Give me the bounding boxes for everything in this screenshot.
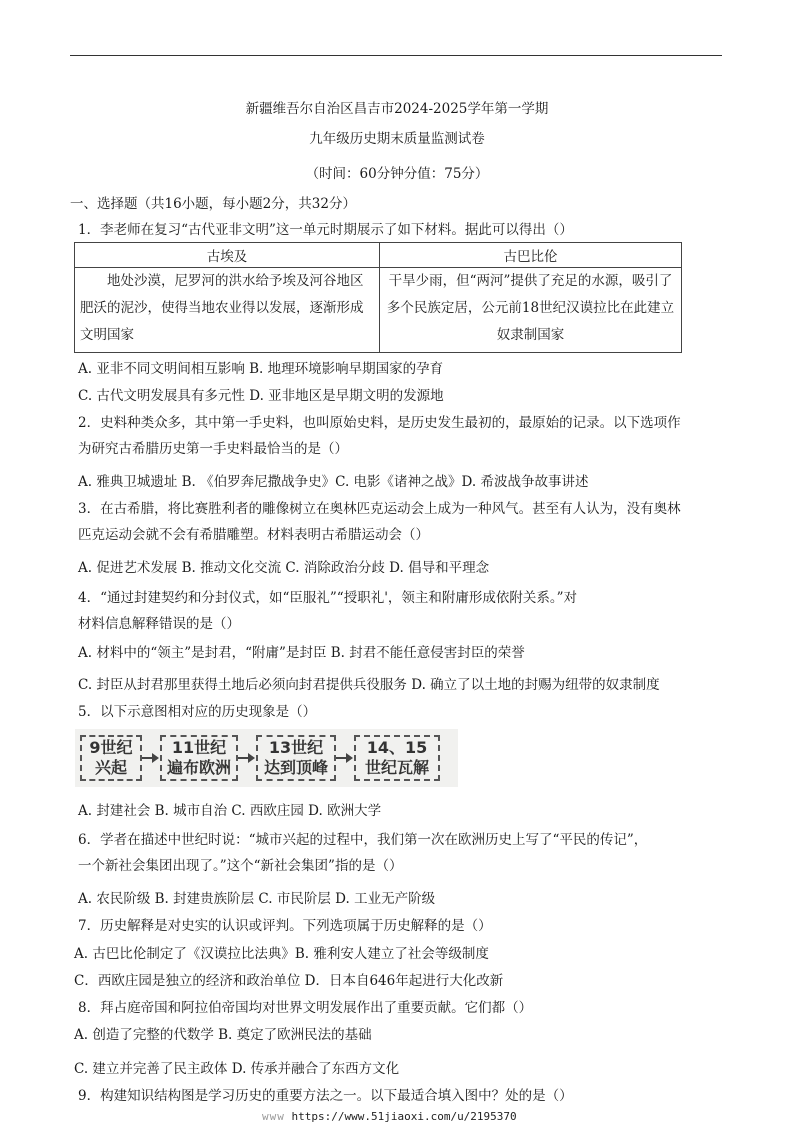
q1-table-header-egypt: 古埃及 [75, 243, 380, 268]
q8-stem: 8．拜占庭帝国和阿拉伯帝国均对世界文明发展作出了重要贡献。它们都（） [78, 1000, 533, 1016]
flow-box-decline [354, 735, 440, 781]
q4-options-line1: A. 材料中的“领主”是封君，“附庸”是封臣 B. 封君不能任意侵害封臣的荣誉 [78, 645, 525, 661]
q6-stem-line1: 6．学者在描述中世纪时说：“城市兴起的过程中，我们第一次在欧洲历史上写了“平民的传记”， [78, 832, 648, 848]
flow-box-rise [80, 735, 142, 781]
q3-options: A. 促进艺术发展 B. 推动文化交流 C. 消除政治分歧 D. 倡导和平理念 [78, 560, 490, 576]
q6-options: A. 农民阶级 B. 封建贵族阶层 C. 市民阶层 D. 工业无产阶级 [78, 891, 436, 907]
q1-table-cell-egypt: 地处沙漠，尼罗河的洪水给予埃及河谷地区肥沃的泥沙，使得当地农业得以发展，逐渐形成文明国家 [75, 268, 380, 353]
q7-options-line1: A. 古巴比伦制定了《汉谟拉比法典》B. 雅利安人建立了社会等级制度 [74, 946, 489, 962]
flow-arrow-icon [238, 752, 256, 764]
footer-watermark [262, 1110, 517, 1123]
flow-box-decline-line1: 14、15 [366, 738, 428, 757]
top-rule [70, 55, 722, 56]
flow-box-spread-line1: 11世纪 [171, 738, 227, 757]
q6-stem-line2: 一个新社会集团出现了。”这个“新社会集团”指的是（） [78, 858, 403, 874]
q1-stem: 1．李老师在复习“古代亚非文明”这一单元时期展示了如下材料。据此可以得出（） [78, 222, 573, 238]
flow-box-peak [256, 735, 336, 781]
q3-stem-line2: 匹克运动会就不会有希腊雕塑。材料表明古希腊运动会（） [78, 527, 429, 543]
q4-stem-line2: 材料信息解释错误的是（） [78, 616, 240, 632]
q5-flow-diagram [75, 729, 458, 787]
exam-title-line1: 新疆维吾尔自治区昌吉市2024-2025学年第一学期 [245, 101, 549, 117]
q2-stem-line2: 为研究古希腊历史第一手史料最恰当的是（） [78, 441, 348, 457]
q1-options-line1: A. 亚非不同文明间相互影响 B. 地理环境影响早期国家的孕育 [78, 361, 444, 377]
section-heading: 一、选择题（共16小题，每小题2分，共32分） [70, 196, 356, 212]
flow-box-spread [160, 735, 238, 781]
exam-meta: （时间：60分钟分值：75分） [305, 166, 489, 182]
q2-stem-line1: 2．史料种类众多，其中第一手史料，也叫原始史料，是历史发生最初的，最原始的记录。以下选项作 [78, 415, 681, 431]
q4-options-line2: C. 封臣从封君那里获得土地后必须向封君提供兵役服务 D. 确立了以土地的封赐为纽带的奴隶制度 [78, 677, 660, 693]
flow-box-peak-line1: 13世纪 [268, 738, 324, 757]
footer-prefix: www [262, 1110, 285, 1123]
flow-arrow-icon [336, 752, 354, 764]
q9-stem: 9．构建知识结构图是学习历史的重要方法之一。以下最适合填入图中？处的是（） [78, 1088, 573, 1104]
q8-options-line1: A. 创造了完整的代数学 B. 奠定了欧洲民法的基础 [74, 1027, 372, 1043]
q1-options-line2: C. 古代文明发展具有多元性 D. 亚非地区是早期文明的发源地 [78, 388, 444, 404]
flow-box-rise-line2: 兴起 [94, 758, 127, 777]
q5-stem: 5．以下示意图相对应的历史现象是（） [78, 704, 317, 720]
q1-table-cell-babylon: 干旱少雨，但“两河”提供了充足的水源，吸引了多个民族定居，公元前18世纪汉谟拉比在此建立奴隶制国家 [380, 268, 682, 353]
q7-options-line2: C．西欧庄园是独立的经济和政治单位 D．日本自646年起进行大化改新 [74, 973, 504, 989]
flow-box-spread-line2: 遍布欧洲 [166, 758, 231, 777]
flow-box-peak-line2: 达到顶峰 [263, 758, 328, 777]
q3-stem-line1: 3．在古希腊，将比赛胜利者的雕像树立在奥林匹克运动会上成为一种风气。甚至有人认为，没有奥林 [78, 501, 681, 517]
flow-arrow-icon [142, 752, 160, 764]
q7-stem: 7．历史解释是对史实的认识或评判。下列选项属于历史解释的是（） [78, 918, 492, 934]
q2-options: A. 雅典卫城遗址 B. 《伯罗奔尼撒战争史》C. 电影《诸神之战》D. 希波战争故事讲述 [78, 474, 589, 490]
exam-title-line2: 九年级历史期末质量监测试卷 [309, 131, 485, 147]
flow-box-decline-line2: 世纪瓦解 [364, 758, 429, 777]
q1-table-header-babylon: 古巴比伦 [380, 243, 682, 268]
q8-options-line2: C. 建立并完善了民主政体 D. 传承并融合了东西方文化 [74, 1061, 400, 1077]
q5-options: A. 封建社会 B. 城市自治 C. 西欧庄园 D. 欧洲大学 [78, 803, 382, 819]
q1-table [74, 242, 682, 353]
flow-box-rise-line1: 9世纪 [89, 738, 133, 757]
footer-url[interactable]: https://www.51jiaoxi.com/u/2195370 [291, 1110, 517, 1123]
q4-stem-line1: 4．“通过封建契约和分封仪式，如“臣服礼”“授职礼'，领主和附庸形成依附关系。”对 [78, 590, 578, 606]
